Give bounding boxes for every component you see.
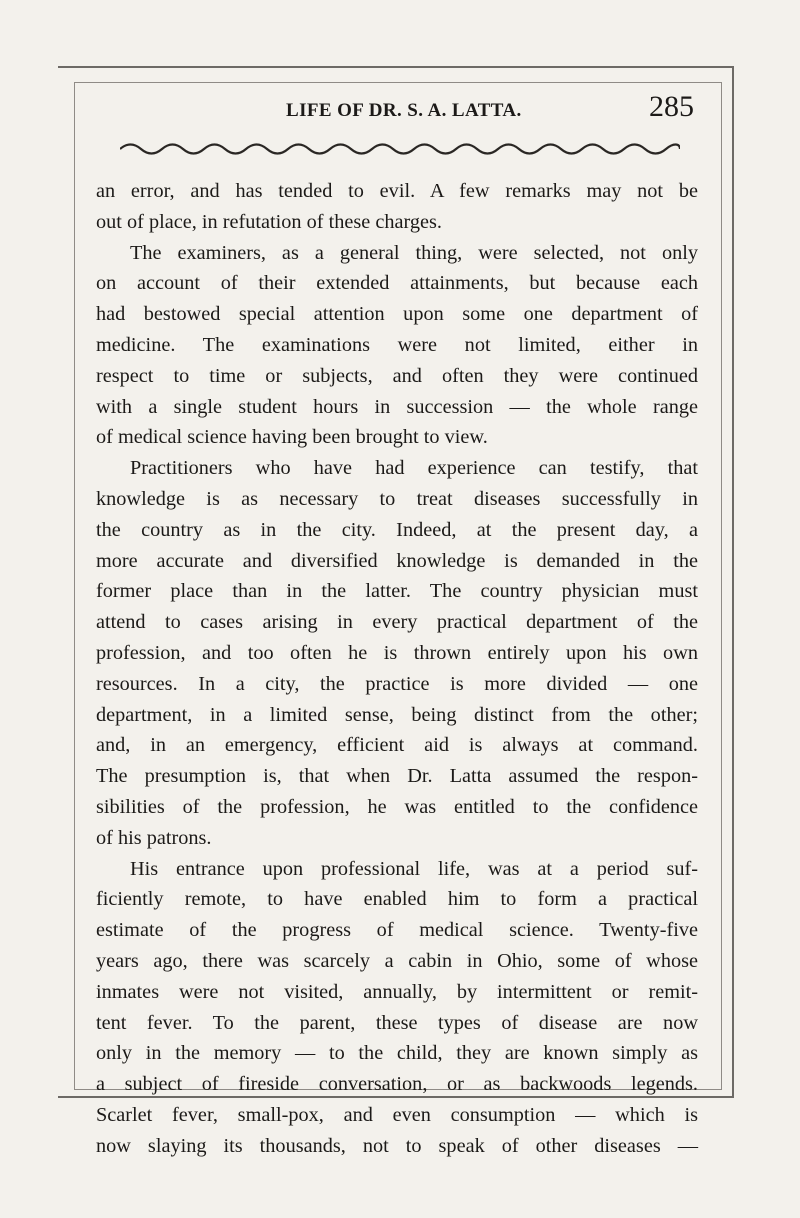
text-line: had bestowed special attention upon some one department of — [96, 303, 698, 326]
text-line: the country as in the city. Indeed, at the present day, a — [96, 518, 698, 541]
text-line: sibilities of the profession, he was entitled to the confidence — [96, 795, 698, 818]
text-line: on account of their extended attainments, but because each — [96, 272, 698, 295]
text-line: ficiently remote, to have enabled him to form a practical — [96, 888, 698, 911]
text-line: years ago, there was scarcely a cabin in Ohio, some of whose — [96, 949, 698, 972]
text-line: of medical science having been brought to view. — [96, 426, 488, 449]
text-line: resources. In a city, the practice is more divided — one — [96, 672, 698, 695]
text-line: attend to cases arising in every practical department of the — [96, 611, 698, 634]
body-text — [96, 176, 698, 1162]
text-line: Practitioners who have had experience can testify, that — [130, 457, 698, 480]
text-line: of his patrons. — [96, 826, 212, 849]
text-line: inmates were not visited, annually, by intermittent or remit- — [96, 980, 698, 1003]
text-line: out of place, in refutation of these charges. — [96, 210, 442, 233]
text-line: with a single student hours in succession — the whole range — [96, 395, 698, 418]
text-line: now slaying its thousands, not to speak of other diseases — — [96, 1134, 698, 1157]
text-line: The examiners, as a general thing, were selected, not only — [130, 241, 698, 264]
text-line: a subject of fireside conversation, or as backwoods legends. — [96, 1073, 698, 1096]
text-line: knowledge is as necessary to treat diseases successfully in — [96, 487, 698, 510]
text-line: respect to time or subjects, and often they were continued — [96, 364, 698, 387]
text-line: estimate of the progress of medical science. Twenty-five — [96, 919, 698, 942]
text-line: medicine. The examinations were not limited, either in — [96, 333, 698, 356]
page-number: 285 — [649, 90, 694, 123]
text-line: tent fever. To the parent, these types of disease are now — [96, 1011, 698, 1034]
text-line: only in the memory — to the child, they are known simply as — [96, 1042, 698, 1065]
text-line: profession, and too often he is thrown entirely upon his own — [96, 641, 698, 664]
text-line: His entrance upon professional life, was at a period suf- — [130, 857, 698, 880]
text-line: department, in a limited sense, being distinct from the other; — [96, 703, 698, 726]
text-line: Scarlet fever, small-pox, and even consumption — which is — [96, 1103, 698, 1126]
running-title: LIFE OF DR. S. A. LATTA. — [286, 100, 522, 121]
wavy-rule-ornament — [120, 142, 680, 156]
text-line: an error, and has tended to evil. A few remarks may not be — [96, 180, 698, 202]
text-line: The presumption is, that when Dr. Latta assumed the respon- — [96, 765, 698, 788]
running-header — [96, 90, 724, 134]
text-line: and, in an emergency, efficient aid is always at command. — [96, 734, 698, 757]
text-line: more accurate and diversified knowledge is demanded in the — [96, 549, 698, 572]
text-line: former place than in the latter. The country physician must — [96, 580, 698, 603]
